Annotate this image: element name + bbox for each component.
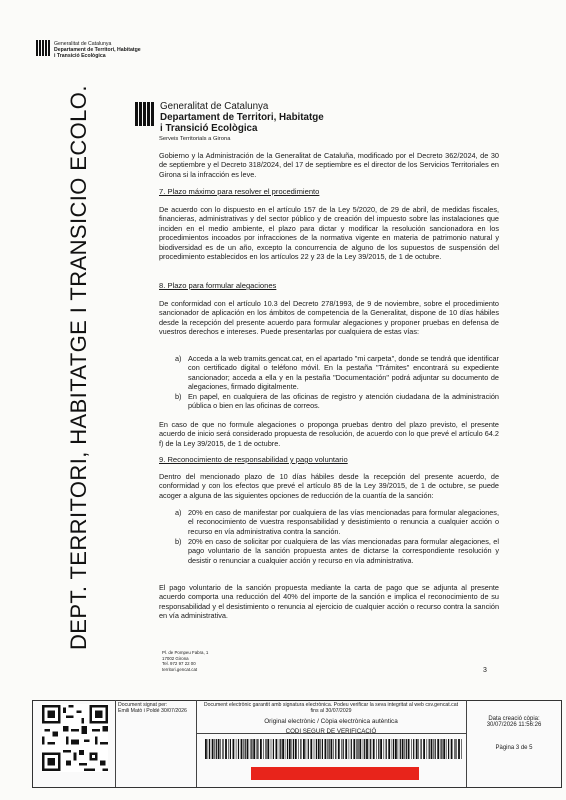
doc-header-sub: Serveis Territorials a Girona bbox=[159, 136, 231, 142]
verification-notice: Document electrònic garantit amb signatura electrònica. Podeu verificar la seva integritat al web csv.gencat.cat fins al 30/07/2029 bbox=[203, 702, 459, 714]
section9-body bbox=[159, 472, 499, 500]
doc-header-line1: Generalitat de Catalunya bbox=[160, 101, 269, 112]
section8-item-b: En papel, en cualquiera de las oficinas de registro y atención ciudadana de la administración pública o bien en las oficinas de correos. bbox=[188, 392, 499, 411]
signed-by-label: Document signat per: bbox=[118, 702, 168, 708]
footer-address bbox=[162, 650, 208, 672]
footer-address-line1: Pl. de Pompeu Fabra, 1 bbox=[162, 650, 209, 655]
section8-closing bbox=[159, 420, 499, 448]
section9-text: Dentro del mencionado plazo de 10 días hábiles desde la recepción del presente acuerdo, de conformidad y con los efectos que prevé el artículo 85 de la Ley 39/2015, de 1 de octubre, se puede acoger a alguna de las siguientes opciones de reducción de la cuantía de la sanción: bbox=[159, 472, 499, 500]
top-header-line3: i Transició Ecològica bbox=[54, 53, 106, 59]
section8-item-a-label: a) bbox=[175, 354, 182, 363]
footer-address-line4: territori.gencat.cat bbox=[162, 666, 198, 672]
section9-closing-text: El pago voluntario de la sanción propuesta mediante la carta de pago que se adjunta al presente acuerdo comporta una reducción del 40% del importe de la sanción e implica el reconocimiento de su responsabilidad y el desistimiento o renuncia al ejercicio de cualquier acción o recurso contra la sanción en vía administrativa. bbox=[159, 583, 499, 621]
top-header-line2: Departament de Territori, Habitatge bbox=[54, 47, 141, 53]
section9-item-a: 20% en caso de manifestar por cualquiera de las vías mencionadas para formular alegaciones, el reconocimiento de vuestra responsabilidad y desistimiento o renuncia a cualquier acción o recurso en vía administrativa contra la sanción. bbox=[188, 508, 499, 536]
side-stamp: DEPT. TERRITORI, HABITATGE I TRANSICIO ECOLO. bbox=[66, 85, 91, 650]
section7-title: 7. Plazo máximo para resolver el procedimiento bbox=[159, 187, 320, 196]
section7-body bbox=[159, 205, 499, 261]
doc-header bbox=[160, 101, 324, 134]
generalitat-logo-icon bbox=[135, 102, 155, 126]
signed-by bbox=[118, 702, 194, 714]
page-indicator: Pàgina 3 de 5 bbox=[495, 745, 533, 751]
top-header-line1: Generalitat de Catalunya bbox=[54, 41, 112, 47]
original-label: Original electrònic / Còpia electrònica autèntica bbox=[264, 718, 398, 725]
section8-text: De conformidad con el artículo 10.3 del Decreto 278/1993, de 9 de noviembre, sobre el procedimiento sancionador de aplicación en los ámbitos de competencia de la Generalitat, dispone de 10 días hábiles desde la recepción del presente acuerdo para formular alegaciones y proponer pruebas en defensa de vuestros derechos e intereses. Puede presentarlas por cualquiera de estas vías: bbox=[159, 299, 499, 337]
section9-item-b-label: b) bbox=[175, 537, 182, 546]
signer-name: Emili Matò i Poldé 30/07/2026 bbox=[118, 708, 187, 714]
copy-date-value: 30/07/2026 11:56:26 bbox=[486, 722, 542, 728]
section9-item-a-label: a) bbox=[175, 508, 182, 517]
doc-header-line2: Departament de Territori, Habitatge bbox=[160, 112, 324, 123]
generalitat-logo-icon bbox=[36, 40, 50, 56]
doc-header-line3: i Transició Ecològica bbox=[160, 123, 258, 134]
section9-item-b: 20% en caso de solicitar por cualquiera de las vías mencionadas para formular alegaciones, el pago voluntario de la sanción propuesta antes de dictarse la correspondiente resolución y desistir o renunciar a cualquier acción y recurso en vía administrativa. bbox=[188, 537, 499, 565]
intro-text: Gobierno y la Administración de la Generalitat de Cataluña, modificado por el Decreto 362/2024, de 30 de septiembre y el Decreto 318/2024, del 17 de septiembre es el director de los Servicios Territoriales en Girona si la infracción es leve. bbox=[159, 151, 499, 179]
qr-code-icon bbox=[42, 704, 108, 772]
top-header bbox=[54, 41, 141, 59]
section9-closing bbox=[159, 583, 499, 621]
footer-address-line3: Tel. 972 97 22 00 bbox=[162, 661, 196, 666]
copy-date-block bbox=[470, 716, 558, 728]
barcode-icon bbox=[205, 739, 463, 759]
section9-title: 9. Reconocimiento de responsabilidad y pago voluntario bbox=[159, 455, 348, 464]
section8-item-a: Acceda a la web tramits.gencat.cat, en el apartado "mi carpeta", donde se tendrá que identificar con certificado digital o teléfono móvil. En la pestaña "Trámites" encontrará su expediente sancionador; acceda a ella y en la pestaña "Documentación" podrá adjuntar su documento de alegaciones, firmado digitalmente. bbox=[188, 354, 499, 392]
section8-body bbox=[159, 299, 499, 337]
csv-title: CODI SEGUR DE VERIFICACIÓ bbox=[285, 728, 377, 735]
section8-item-b-label: b) bbox=[175, 392, 182, 401]
page-number: 3 bbox=[483, 667, 487, 674]
copy-date-label: Data creació còpia: bbox=[488, 716, 540, 722]
redacted-code-bar bbox=[251, 767, 419, 780]
section8-title: 8. Plazo para formular alegaciones bbox=[159, 281, 277, 290]
section8-closing-text: En caso de que no formule alegaciones o proponga pruebas dentro del plazo previsto, el presente acuerdo de inicio será considerado propuesta de resolución, de acuerdo con lo que prevé el artículo 64.2 f) de la Ley 39/2015, de 1 de octubre. bbox=[159, 420, 499, 448]
footer-address-line2: 17002 Girona bbox=[162, 655, 189, 661]
intro-paragraph bbox=[159, 151, 499, 179]
section7-text: De acuerdo con lo dispuesto en el artículo 157 de la Ley 5/2020, de 29 de abril, de medidas fiscales, financieras, administrativas y del sector público y de creación del impuesto sobre las instalaciones que inciden en el medio ambiente, el plazo para dictar y modificar la resolución sancionadora en los procedimientos incoados por infracciones de la normativa vigente en materia de patrimonio natural y biodiversidad es de un año, excepto la concurrencia de alguno de los supuestos de suspensión del procedimiento establecidos en los artículos 22 y 23 de la Ley 39/2015, de 1 de octubre. bbox=[159, 205, 499, 262]
